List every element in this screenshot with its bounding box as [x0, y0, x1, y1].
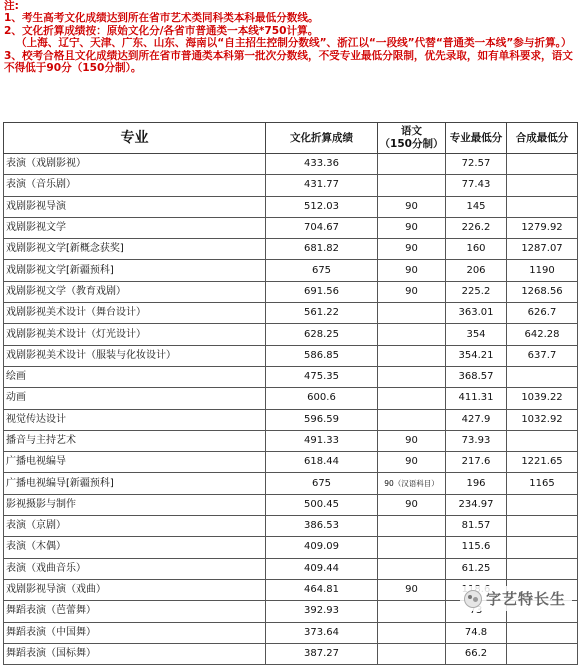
- prof-min-cell: 196: [446, 473, 507, 494]
- combined-min-cell: 1287.07: [507, 239, 578, 260]
- culture-score-cell: 386.53: [266, 516, 378, 537]
- header-chinese: 语文 （150分制）: [378, 123, 446, 154]
- chinese-score-cell: 90: [378, 430, 446, 451]
- culture-score-cell: 561.22: [266, 303, 378, 324]
- prof-min-cell: 225.2: [446, 281, 507, 302]
- table-row: [4, 217, 578, 238]
- table-row: [4, 409, 578, 430]
- chinese-score-cell: 90: [378, 281, 446, 302]
- prof-min-cell: 160: [446, 239, 507, 260]
- combined-min-cell: 1268.56: [507, 281, 578, 302]
- combined-min-cell: 1039.22: [507, 388, 578, 409]
- culture-score-cell: 475.35: [266, 366, 378, 387]
- combined-min-cell: [507, 643, 578, 664]
- table-row: [4, 345, 578, 366]
- major-cell: 戏剧影视导演: [4, 196, 266, 217]
- chinese-score-cell: [378, 345, 446, 366]
- combined-min-cell: [507, 537, 578, 558]
- culture-score-cell: 500.45: [266, 494, 378, 515]
- table-row: [4, 516, 578, 537]
- table-row: [4, 303, 578, 324]
- prof-min-cell: 66.2: [446, 643, 507, 664]
- culture-score-cell: 433.36: [266, 154, 378, 175]
- combined-min-cell: [507, 494, 578, 515]
- major-cell: 戏剧影视美术设计（服装与化妆设计）: [4, 345, 266, 366]
- culture-score-cell: 681.82: [266, 239, 378, 260]
- culture-score-cell: 512.03: [266, 196, 378, 217]
- chinese-score-cell: [378, 537, 446, 558]
- note-1: 1、考生高考文化成绩达到所在省市艺术类同科类本科最低分数线。: [4, 12, 319, 25]
- major-cell: 表演（戏剧影视）: [4, 154, 266, 175]
- table-row: [4, 643, 578, 664]
- combined-min-cell: 1190: [507, 260, 578, 281]
- prof-min-cell: 115.6: [446, 537, 507, 558]
- table-row: [4, 558, 578, 579]
- chinese-score-cell: 90: [378, 239, 446, 260]
- major-cell: 影视摄影与制作: [4, 494, 266, 515]
- table-row: [4, 281, 578, 302]
- combined-min-cell: 637.7: [507, 345, 578, 366]
- culture-score-cell: 704.67: [266, 217, 378, 238]
- major-cell: 表演（音乐剧）: [4, 175, 266, 196]
- major-cell: 戏剧影视文学[新概念获奖]: [4, 239, 266, 260]
- prof-min-cell: 217.6: [446, 452, 507, 473]
- culture-score-cell: 387.27: [266, 643, 378, 664]
- major-cell: 绘画: [4, 366, 266, 387]
- prof-min-cell: 411.31: [446, 388, 507, 409]
- major-cell: 播音与主持艺术: [4, 430, 266, 451]
- major-cell: 戏剧影视文学: [4, 217, 266, 238]
- prof-min-cell: 72.57: [446, 154, 507, 175]
- combined-min-cell: [507, 430, 578, 451]
- chinese-score-cell: [378, 154, 446, 175]
- chinese-score-cell: [378, 303, 446, 324]
- combined-min-cell: 1279.92: [507, 217, 578, 238]
- chinese-score-cell: 90: [378, 260, 446, 281]
- header-major: 专业: [4, 123, 266, 154]
- table-row: [4, 494, 578, 515]
- combined-min-cell: [507, 154, 578, 175]
- prof-min-cell: 354.21: [446, 345, 507, 366]
- chinese-score-cell: 90: [378, 494, 446, 515]
- chinese-score-cell: [378, 601, 446, 622]
- major-cell: 舞蹈表演（国标舞）: [4, 643, 266, 664]
- culture-score-cell: 431.77: [266, 175, 378, 196]
- note-2-detail: （上海、辽宁、天津、广东、山东、海南以“自主招生控制分数线”、浙江以“一段线”代替“普通类一本线”参与折算。）: [16, 37, 572, 50]
- culture-score-cell: 464.81: [266, 579, 378, 600]
- note-2: 2、文化折算成绩按：原始文化分/各省市普通类一本线*750计算。: [4, 24, 319, 37]
- prof-min-cell: 368.57: [446, 366, 507, 387]
- culture-score-cell: 628.25: [266, 324, 378, 345]
- combined-min-cell: [507, 175, 578, 196]
- table-row: [4, 260, 578, 281]
- header-prof-min: 专业最低分: [446, 123, 507, 154]
- table-row: [4, 196, 578, 217]
- note-3: 3、校考合格且文化成绩达到所在省市普通类本科第一批次分数线，不受专业最低分限制，优先录取，如有单科要求，语文不得低于90分（150分制）。: [4, 49, 573, 75]
- major-cell: 表演（京剧）: [4, 516, 266, 537]
- combined-min-cell: 642.28: [507, 324, 578, 345]
- prof-min-cell: 234.97: [446, 494, 507, 515]
- chinese-score-cell: [378, 516, 446, 537]
- major-cell: 戏剧影视美术设计（舞台设计）: [4, 303, 266, 324]
- culture-score-cell: 392.93: [266, 601, 378, 622]
- chinese-score-cell: [378, 366, 446, 387]
- notes-block: [4, 0, 578, 75]
- major-cell: 戏剧影视美术设计（灯光设计）: [4, 324, 266, 345]
- culture-score-cell: 586.85: [266, 345, 378, 366]
- culture-score-cell: 409.09: [266, 537, 378, 558]
- culture-score-cell: 675: [266, 260, 378, 281]
- major-cell: 表演（木偶）: [4, 537, 266, 558]
- combined-min-cell: [507, 196, 578, 217]
- major-cell: 舞蹈表演（芭蕾舞）: [4, 601, 266, 622]
- prof-min-cell: 206: [446, 260, 507, 281]
- prof-min-cell: 427.9: [446, 409, 507, 430]
- table-row: [4, 430, 578, 451]
- major-cell: 广播电视编导[新疆预科]: [4, 473, 266, 494]
- major-cell: 戏剧影视文学（教育戏剧）: [4, 281, 266, 302]
- prof-min-cell: 61.25: [446, 558, 507, 579]
- chinese-score-cell: [378, 388, 446, 409]
- culture-score-cell: 691.56: [266, 281, 378, 302]
- combined-min-cell: [507, 558, 578, 579]
- table-row: [4, 154, 578, 175]
- prof-min-cell: 363.01: [446, 303, 507, 324]
- major-cell: 戏剧影视导演（戏曲）: [4, 579, 266, 600]
- major-cell: 广播电视编导: [4, 452, 266, 473]
- score-table-header: [4, 123, 578, 154]
- combined-min-cell: [507, 366, 578, 387]
- table-row: [4, 324, 578, 345]
- wechat-icon: [464, 590, 482, 608]
- culture-score-cell: 600.6: [266, 388, 378, 409]
- header-culture: 文化折算成绩: [266, 123, 378, 154]
- table-row: [4, 388, 578, 409]
- culture-score-cell: 596.59: [266, 409, 378, 430]
- prof-min-cell: 145: [446, 196, 507, 217]
- chinese-score-cell: [378, 175, 446, 196]
- watermark: [460, 586, 572, 611]
- major-cell: 视觉传达设计: [4, 409, 266, 430]
- chinese-score-cell: [378, 324, 446, 345]
- prof-min-cell: 73.93: [446, 430, 507, 451]
- chinese-score-cell: [378, 409, 446, 430]
- chinese-score-cell: 90: [378, 196, 446, 217]
- header-combined-min: 合成最低分: [507, 123, 578, 154]
- notes-title: 注:: [4, 0, 19, 12]
- combined-min-cell: [507, 516, 578, 537]
- table-row: [4, 175, 578, 196]
- combined-min-cell: 626.7: [507, 303, 578, 324]
- prof-min-cell: 81.57: [446, 516, 507, 537]
- chinese-score-cell: 90: [378, 452, 446, 473]
- major-cell: 舞蹈表演（中国舞）: [4, 622, 266, 643]
- culture-score-cell: 675: [266, 473, 378, 494]
- chinese-score-cell: 90: [378, 579, 446, 600]
- culture-score-cell: 409.44: [266, 558, 378, 579]
- culture-score-cell: 491.33: [266, 430, 378, 451]
- major-cell: 戏剧影视文学[新疆预科]: [4, 260, 266, 281]
- chinese-score-cell: 90（汉语科目）: [378, 473, 446, 494]
- prof-min-cell: 226.2: [446, 217, 507, 238]
- major-cell: 动画: [4, 388, 266, 409]
- table-row: [4, 537, 578, 558]
- major-cell: 表演（戏曲音乐）: [4, 558, 266, 579]
- prof-min-cell: 354: [446, 324, 507, 345]
- combined-min-cell: 1221.65: [507, 452, 578, 473]
- culture-score-cell: 373.64: [266, 622, 378, 643]
- table-row: [4, 239, 578, 260]
- combined-min-cell: 1032.92: [507, 409, 578, 430]
- table-row: [4, 452, 578, 473]
- prof-min-cell: 74.8: [446, 622, 507, 643]
- combined-min-cell: 1165: [507, 473, 578, 494]
- table-row: [4, 366, 578, 387]
- table-row: [4, 473, 578, 494]
- score-table: [3, 122, 578, 665]
- watermark-text: 字艺特长生: [485, 590, 566, 608]
- culture-score-cell: 618.44: [266, 452, 378, 473]
- prof-min-cell: 77.43: [446, 175, 507, 196]
- chinese-score-cell: 90: [378, 217, 446, 238]
- chinese-score-cell: [378, 558, 446, 579]
- chinese-score-cell: [378, 643, 446, 664]
